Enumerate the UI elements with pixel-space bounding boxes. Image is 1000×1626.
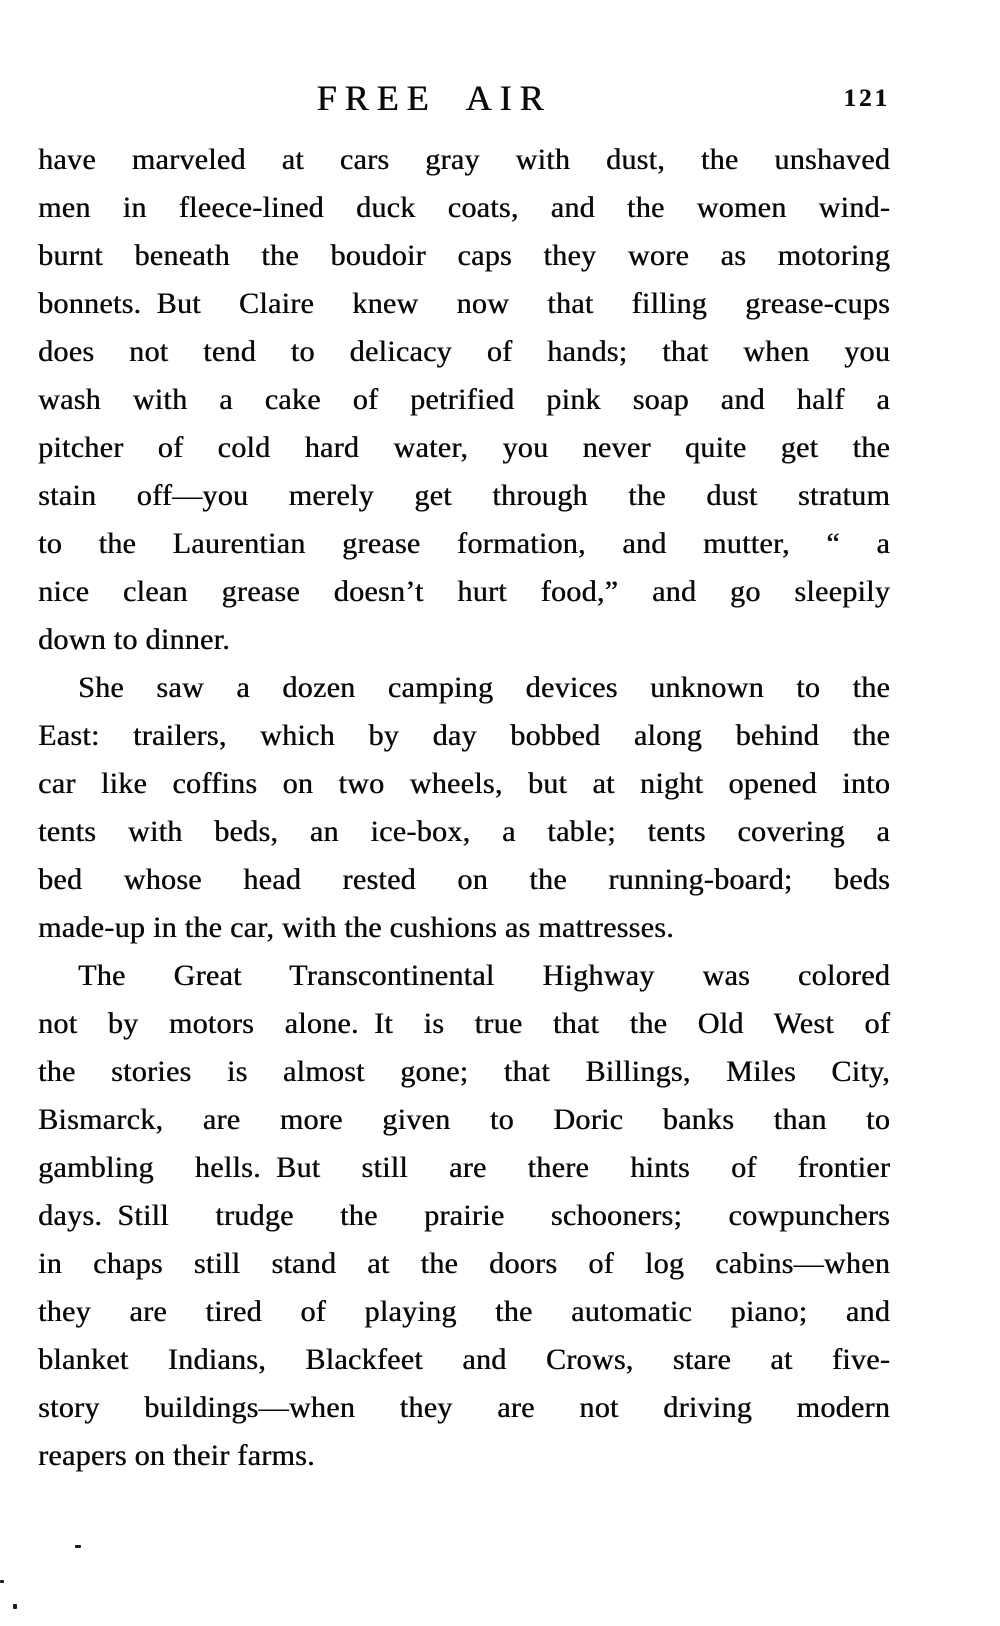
text-line: blanket Indians, Blackfeet and Crows, stare at five-: [38, 1343, 890, 1376]
text-line: days. Still trudge the prairie schooners; cowpunchers: [38, 1199, 890, 1232]
text-line: have marveled at cars gray with dust, the unshaved: [38, 143, 890, 176]
text-line: down to dinner.: [38, 623, 230, 656]
text-line: the stories is almost gone; that Billings, Miles City,: [38, 1055, 890, 1088]
text-line: they are tired of playing the automatic piano; and: [38, 1295, 890, 1328]
paragraph: [38, 664, 890, 952]
text-line: bed whose head rested on the running-board; beds: [38, 863, 890, 896]
text-line: car like coffins on two wheels, but at night opened into: [38, 767, 890, 800]
text-line: East: trailers, which by day bobbed along behind the: [38, 719, 890, 752]
text-line: in chaps still stand at the doors of log cabins—when: [38, 1247, 890, 1280]
text-line: nice clean grease doesn’t hurt food,” and go sleepily: [38, 575, 890, 608]
running-header: [38, 80, 890, 124]
text-line: pitcher of cold hard water, you never quite get the: [38, 431, 890, 464]
text-line: bonnets. But Claire knew now that filling grease-cups: [38, 287, 890, 320]
text-line: wash with a cake of petrified pink soap and half a: [38, 383, 890, 416]
text-line: made-up in the car, with the cushions as mattresses.: [38, 911, 674, 944]
text-line: to the Laurentian grease formation, and mutter, “ a: [38, 527, 890, 560]
body-text: [38, 136, 890, 1480]
paragraph: [38, 136, 890, 664]
text-line: story buildings—when they are not driving modern: [38, 1391, 890, 1424]
text-line: stain off—you merely get through the dust stratum: [38, 479, 890, 512]
text-line: not by motors alone. It is true that the Old West of: [38, 1007, 890, 1040]
text-line: men in fleece-lined duck coats, and the women wind-: [38, 191, 890, 224]
text-line: tents with beds, an ice-box, a table; tents covering a: [38, 815, 890, 848]
scan-speck: [75, 1545, 81, 1548]
running-header-title: FREE AIR: [316, 78, 552, 118]
scan-speck: [13, 1604, 17, 1609]
text-line: The Great Transcontinental Highway was colored: [78, 959, 890, 992]
text-line: gambling hells. But still are there hints of frontier: [38, 1151, 890, 1184]
text-line: reapers on their farms.: [38, 1439, 315, 1472]
paragraph: [38, 952, 890, 1480]
text-line: burnt beneath the boudoir caps they wore as motoring: [38, 239, 890, 272]
text-line: does not tend to delicacy of hands; that when you: [38, 335, 890, 368]
text-line: She saw a dozen camping devices unknown to the: [78, 671, 890, 704]
scan-speck: [0, 1580, 4, 1583]
text-line: Bismarck, are more given to Doric banks than to: [38, 1103, 890, 1136]
page-number: 121: [843, 85, 890, 112]
